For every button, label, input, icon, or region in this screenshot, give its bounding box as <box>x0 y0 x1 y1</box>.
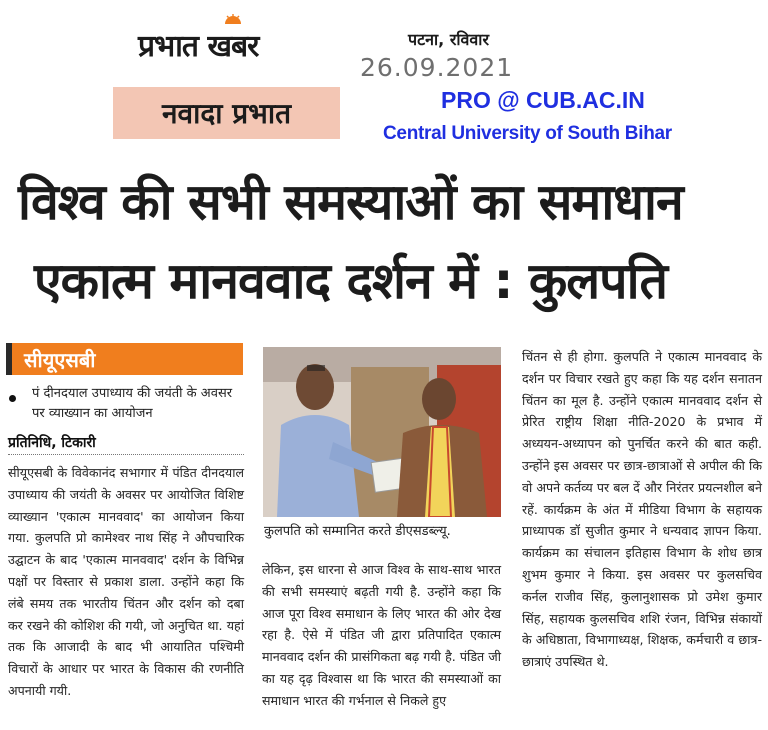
pro-email-overlay: PRO @ CUB.AC.IN <box>441 87 645 113</box>
newspaper-masthead: प्रभात खबर <box>138 29 259 64</box>
kicker-accent-bar <box>6 343 12 375</box>
headline-line-1: विश्व की सभी समस्याओं का समाधान <box>18 173 683 231</box>
bullet-icon <box>9 395 16 402</box>
section-kicker <box>6 343 243 375</box>
headline-line-2: एकात्म मानववाद दर्शन में : कुलपति <box>34 252 668 310</box>
byline: प्रतिनिधि, टिकारी <box>8 435 96 451</box>
rising-sun-logo-icon <box>224 14 242 24</box>
kicker-label: सीयूएसबी <box>24 347 96 372</box>
article-photo <box>263 347 501 517</box>
article-column-2: लेकिन, इस धारना से आज विश्व के साथ-साथ भारत की सभी समस्याएं बढ़ती गयी है. उन्होंने कहा कि आज पूरा विश्व समाधान के लिए भारत की ओर देख रहा है. ऐसे में पंडित जी द्वारा प्रतिपादित एकात्म मानववाद दर्शन की प्रासंगिकता बढ़ गयी है. पंडित जी का यह दृढ़ विश्वास था कि भारत की समस्याओं का समाधान भारत की गर्भनाल से निकले हुए <box>262 562 501 708</box>
university-name-overlay: Central University of South Bihar <box>383 123 672 144</box>
publication-date: 26.09.2021 <box>360 53 514 82</box>
article-column-1: सीयूएसबी के विवेकानंद सभागार में पंडित दीनदयाल उपाध्याय की जयंती के अवसर पर आयोजित विशिष्ट व्याख्यान 'एकात्म मानववाद' का आयोजन किया गया. कुलपति प्रो कामेश्वर नाथ सिंह ने औपचारिक उद्घाटन के बाद 'एकात्म मानववाद' दर्शन के विभिन्न पक्षों पर विस्तार से प्रकाश डाला. उन्होंने कहा कि लंबे समय तक भारतीय चिंतन और दर्शन को दबा कर रखने की कोशिश की गयी, जो अनुचित था. यहां तक कि आजादी के बाद भी आयातित पश्चिमी विचारों के आधार पर भारत के विकास की रणनीति अपनायी गयी. <box>8 465 244 698</box>
edition-label: नवादा प्रभात <box>113 87 340 139</box>
divider <box>8 454 244 455</box>
photo-caption: कुलपति को सम्मानित करते डीएसडब्ल्यू. <box>264 524 451 539</box>
photo-illustration <box>263 347 501 517</box>
bullet-summary: पं दीनदयाल उपाध्याय की जयंती के अवसर पर व्याख्यान का आयोजन <box>32 386 233 421</box>
article-column-3: चिंतन से ही होगा. कुलपति ने एकात्म मानववाद के दर्शन पर विचार रखते हुए कहा कि यह दर्शन सनातन चिंतन का मूल है. उन्होंने एकात्म मानववाद दर्शन से प्रेरित राष्ट्रीय शिक्षा नीति-2020 के प्रभाव में अध्ययन-अध्यापन को पुनर्चित करने की बात कही. उन्होंने इस अवसर पर छात्र-छात्राओं से अपील की कि वो अपने कर्तव्य पर बल दें और निरंतर प्रयत्नशील बने रहें. कार्यक्रम के अंत में मीडिया विभाग के सहायक प्राध्यापक डॉ सुजीत कुमार ने धन्यवाद ज्ञापन किया. कार्यक्रम का संचालन इतिहास विभाग के शोध छात्र शुभम कुमार ने किया. इस अवसर पर कुलसचिव कर्नल राजीव सिंह, कुलानुशासक प्रो उमेश कुमार सिंह, सहायक कुलसचिव शशि रंजन, विभिन्न संकायों के अधिष्ठाता, विभागाध्यक्ष, शिक्षक, कर्मचारी व छात्र-छात्राएं उपस्थित थे. <box>522 349 762 670</box>
dateline-place-day: पटना, रविवार <box>408 30 489 49</box>
